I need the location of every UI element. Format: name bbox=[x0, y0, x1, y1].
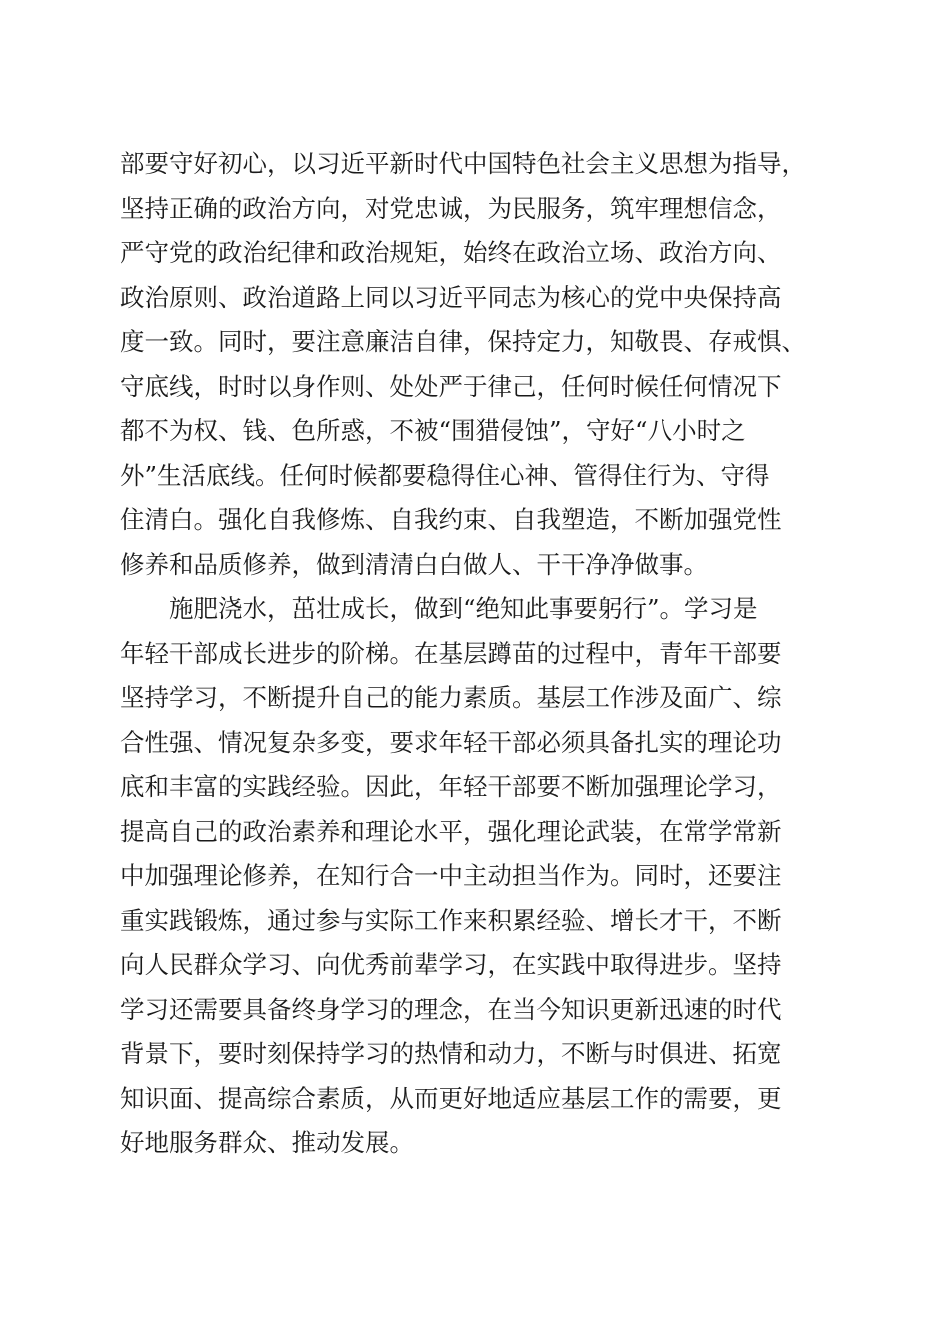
text-line: 背景下，要时刻保持学习的热情和动力，不断与时俱进、拓宽 bbox=[120, 1039, 782, 1068]
text-line: 合性强、情况复杂多变，要求年轻干部必须具备扎实的理论功 bbox=[120, 727, 782, 757]
text-line: 向人民群众学习、向优秀前辈学习，在实践中取得进步。坚持 bbox=[120, 950, 782, 979]
text-line: 重实践锻炼，通过参与实际工作来积累经验、增长才干，不断 bbox=[120, 905, 782, 935]
text-line: 守底线，时时以身作则、处处严于律己，任何时候任何情况下 bbox=[120, 371, 782, 401]
text-line: 都不为权、钱、色所惑，不被“围猎侵蚀”，守好“八小时之 bbox=[120, 416, 746, 445]
text-line: 施肥浇水，茁壮成长，做到“绝知此事要躬行”。学习是 bbox=[169, 594, 758, 623]
text-line: 政治原则、政治道路上同以习近平同志为核心的党中央保持高 bbox=[120, 282, 782, 312]
text-line: 年轻干部成长进步的阶梯。在基层蹲苗的过程中，青年干部要 bbox=[120, 638, 782, 668]
text-line: 中加强理论修养，在知行合一中主动担当作为。同时，还要注 bbox=[120, 861, 782, 890]
paragraph-2 bbox=[120, 587, 840, 1166]
text-line: 住清白。强化自我修炼、自我约束、自我塑造，不断加强党性 bbox=[120, 505, 782, 534]
text-line: 底和丰富的实践经验。因此，年轻干部要不断加强理论学习， bbox=[120, 772, 782, 801]
document-body bbox=[120, 142, 840, 1166]
text-line: 提高自己的政治素养和理论水平，强化理论武装，在常学常新 bbox=[120, 816, 782, 846]
text-line: 部要守好初心，以习近平新时代中国特色社会主义思想为指导， bbox=[120, 149, 806, 178]
text-line: 知识面、提高综合素质，从而更好地适应基层工作的需要，更 bbox=[120, 1083, 782, 1113]
paragraph-1 bbox=[120, 142, 840, 587]
text-line: 严守党的政治纪律和政治规矩，始终在政治立场、政治方向、 bbox=[120, 238, 782, 267]
text-line: 坚持正确的政治方向，对党忠诚，为民服务，筑牢理想信念， bbox=[120, 193, 782, 223]
text-line: 度一致。同时，要注意廉洁自律，保持定力，知敬畏、存戒惧、 bbox=[120, 327, 806, 356]
text-line: 外”生活底线。任何时候都要稳得住心神、管得住行为、守得 bbox=[120, 460, 770, 490]
text-line: 坚持学习，不断提升自己的能力素质。基层工作涉及面广、综 bbox=[120, 683, 782, 712]
text-line: 好地服务群众、推动发展。 bbox=[120, 1128, 414, 1157]
text-line: 修养和品质修养，做到清清白白做人、干干净净做事。 bbox=[120, 549, 708, 579]
text-line: 学习还需要具备终身学习的理念，在当今知识更新迅速的时代 bbox=[120, 994, 782, 1024]
